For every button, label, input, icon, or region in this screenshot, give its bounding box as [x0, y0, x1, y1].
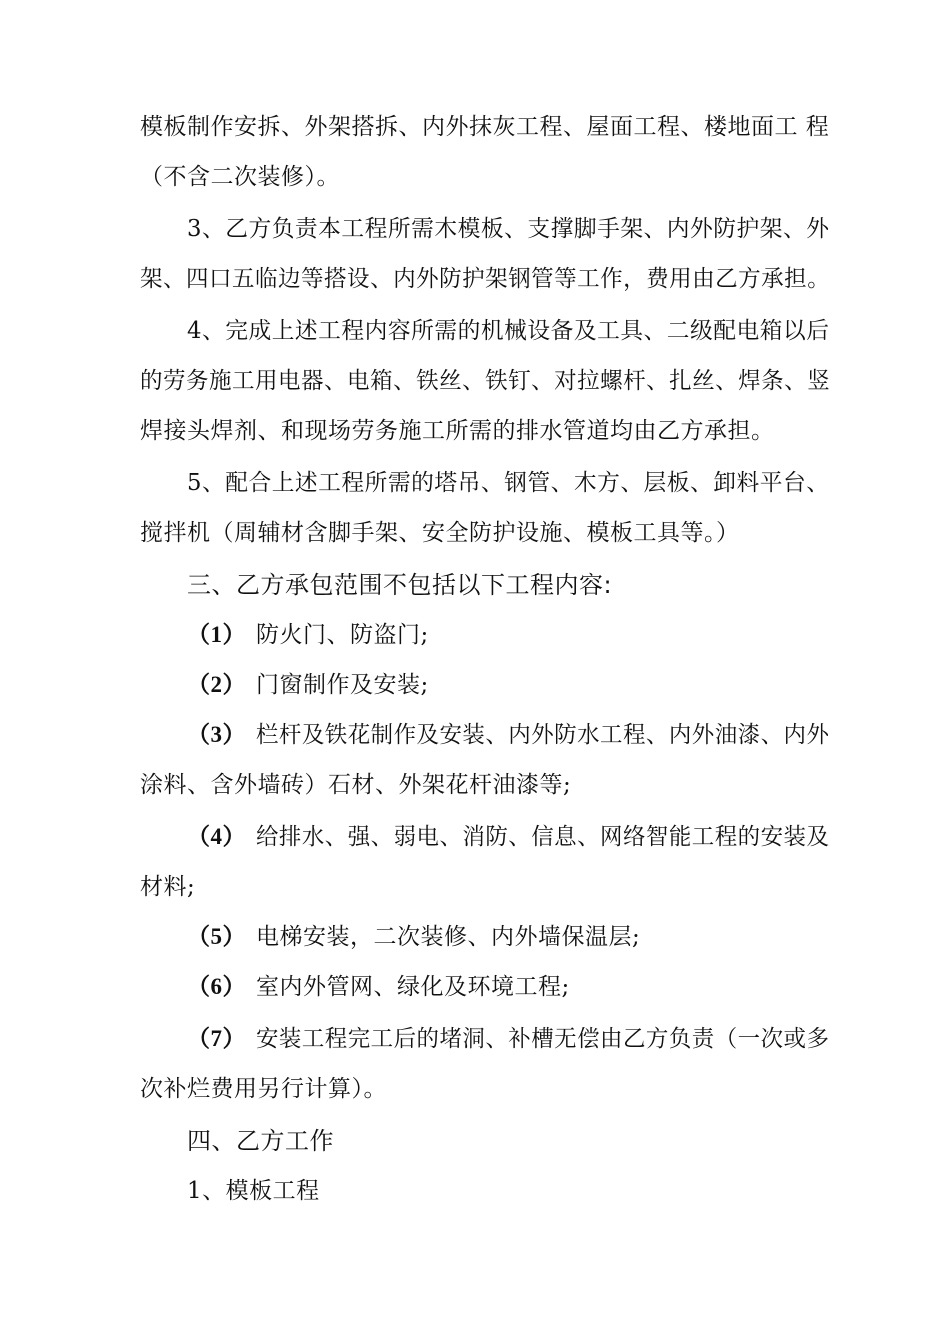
list-item-continuation: 材料;	[140, 874, 196, 900]
sub-heading: 1、模板工程	[187, 1178, 320, 1204]
list-item: （1） 防火门、防盗门;	[187, 622, 429, 648]
list-item: （5） 电梯安装，二次装修、内外墙保温层;	[187, 924, 641, 950]
list-item-continuation: 次补烂费用另行计算）。	[140, 1076, 387, 1102]
paragraph-line: 搅拌机（周辅材含脚手架、安全防护设施、模板工具等。）	[140, 520, 740, 546]
paragraph-line: 焊接头焊剂、和现场劳务施工所需的排水管道均由乙方承担。	[140, 418, 775, 444]
section-heading: 四、乙方工作	[187, 1127, 334, 1155]
paragraph-line: 的劳务施工用电器、电箱、铁丝、铁钉、对拉螺杆、扎丝、焊条、竖	[140, 368, 831, 394]
paragraph-line: （不含二次装修）。	[140, 164, 340, 190]
paragraph-line: 模板制作安拆、外架搭拆、内外抹灰工程、屋面工程、楼地面工 程	[140, 114, 830, 140]
list-item-continuation: 涂料、含外墙砖）石材、外架花杆油漆等;	[140, 772, 572, 798]
list-item: （4） 给排水、强、弱电、消防、信息、网络智能工程的安装及	[187, 824, 830, 850]
paragraph-line: 3、乙方负责本工程所需木模板、支撑脚手架、内外防护架、外	[187, 216, 830, 242]
list-item: （3） 栏杆及铁花制作及安装、内外防水工程、内外油漆、内外	[187, 722, 830, 748]
list-item: （7） 安装工程完工后的堵洞、补槽无偿由乙方负责（一次或多	[187, 1026, 830, 1052]
paragraph-line: 架、四口五临边等搭设、内外防护架钢管等工作，费用由乙方承担。	[140, 266, 831, 292]
paragraph-line: 5、配合上述工程所需的塔吊、钢管、木方、层板、卸料平台、	[187, 470, 830, 496]
list-item: （6） 室内外管网、绿化及环境工程;	[187, 974, 570, 1000]
section-heading: 三、乙方承包范围不包括以下工程内容:	[187, 571, 613, 599]
list-item: （2） 门窗制作及安装;	[187, 672, 429, 698]
paragraph-line: 4、完成上述工程内容所需的机械设备及工具、二级配电箱以后	[187, 318, 830, 344]
